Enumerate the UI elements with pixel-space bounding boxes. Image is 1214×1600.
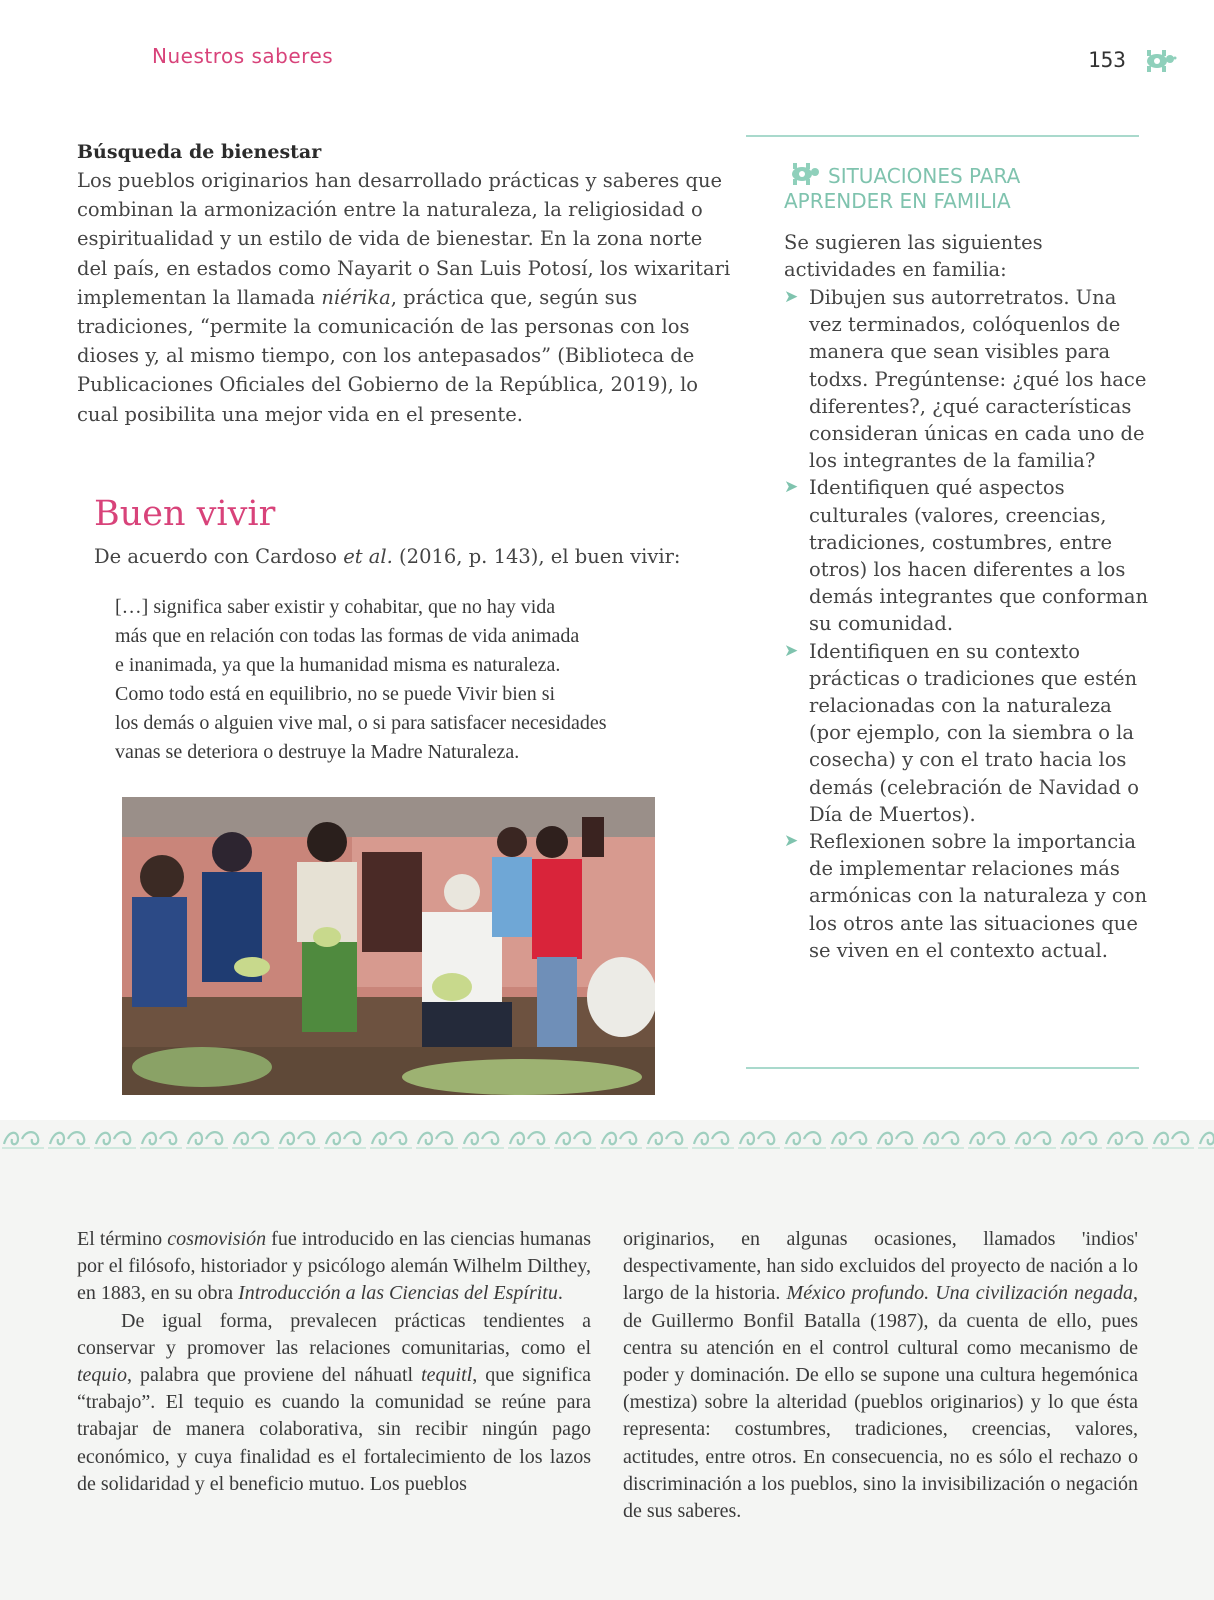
quote-line: más que en relación con todas las formas de vida animada xyxy=(115,625,580,647)
list-item xyxy=(784,284,1154,474)
footnote-paragraph xyxy=(77,1308,591,1498)
intro-text: De acuerdo con Cardoso xyxy=(94,545,344,568)
quote-line: vanas se deteriora o destruye la Madre Naturaleza. xyxy=(115,741,520,763)
section-heading: Búsqueda de bienestar xyxy=(77,141,322,163)
italic-term: niérika xyxy=(321,285,391,309)
quote-line: e inanimada, ya que la humanidad misma es naturaleza. xyxy=(115,654,561,676)
text: , de Guillermo Bonfil Batalla (1987), da cuenta de ello, pues centra su atención en el control cultural como mecanismo de poder y dominación. De ello se supone una cultura hegemónica (mestiza) sobre la alteridad (pueblos originarios) y lo que ésta representa: costumbres, tradiciones, creencias, valores, actitudes, entre otros. En consecuencia, no es sólo el rechazo o discriminación a los pueblos, sino la invisibilización o negación de sus saberes. xyxy=(623,1282,1138,1523)
quote-line: […] significa saber existir y cohabitar, que no hay vida xyxy=(115,596,556,618)
italic-term: tequio xyxy=(77,1364,127,1387)
bienestar-paragraph xyxy=(77,166,737,429)
list-item-text: Identifiquen qué aspectos culturales (valores, creencias, tradiciones, costumbres, entre otros) los hacen diferentes a los demás integrantes que conforman su comunidad. xyxy=(809,476,1149,636)
turtle-icon xyxy=(1137,46,1177,76)
quote-line: Como todo está en equilibrio, no se puede Vivir bien si xyxy=(115,683,556,705)
sidebar-bottom-rule xyxy=(746,1067,1139,1069)
footnote-paragraph xyxy=(77,1226,591,1308)
list-item xyxy=(784,828,1154,964)
sidebar-intro: Se sugieren las siguientes actividades en familia: xyxy=(784,231,1043,281)
sidebar-title-line: SITUACIONES PARA xyxy=(828,164,1021,188)
footnote-column-right xyxy=(623,1226,1138,1525)
chevron-right-icon: ➤ xyxy=(784,287,799,307)
family-husking-corn-photo xyxy=(122,797,655,1095)
chevron-right-icon: ➤ xyxy=(784,640,799,661)
italic-term: tequitl xyxy=(421,1364,473,1387)
list-item-text: Identifiquen en su contexto prácticas o tradiciones que estén relacionadas con la naturaleza (por ejemplo, con la siembra o la cosecha) y con el trato hacia los demás (celebración de Navidad o Día de Muertos). xyxy=(809,639,1139,826)
text: , palabra que proviene del náhuatl xyxy=(127,1364,422,1387)
italic-term: cosmovisión xyxy=(167,1228,267,1250)
chevron-right-icon: ➤ xyxy=(784,477,799,498)
list-item-text: Dibujen sus autorretratos. Una vez terminados, colóquenlos de manera que sean visibles para todxs. Pregúntense: ¿qué los hace diferentes?, ¿qué características consideran únicas en cada uno de los integrantes de la familia? xyxy=(809,286,1147,473)
text: De igual forma, prevalecen prácticas tendientes a conservar y promover las relaciones comunitarias, como el xyxy=(77,1309,591,1359)
bienestar-section xyxy=(77,138,737,429)
sidebar-title-line: APRENDER EN FAMILIA xyxy=(784,189,1011,213)
list-item xyxy=(784,638,1154,828)
page-number: 153 xyxy=(1088,48,1126,72)
sidebar-top-rule xyxy=(746,135,1139,137)
list-item-text: Reflexionen sobre la importancia de implementar relaciones más armónicas con la naturaleza y con los otros ante las situaciones que se viven en el contexto actual. xyxy=(809,830,1148,962)
buen-vivir-intro xyxy=(94,545,681,568)
block-quote xyxy=(115,593,705,767)
intro-italic: et al. xyxy=(343,545,393,568)
buen-vivir-title: Buen vivir xyxy=(94,494,276,534)
intro-text: (2016, p. 143), el buen vivir: xyxy=(392,545,681,568)
italic-title: México profundo. Una civilización negada xyxy=(786,1282,1133,1305)
section-title: Nuestros saberes xyxy=(152,44,334,68)
quote-line: los demás o alguien vive mal, o si para satisfacer necesidades xyxy=(115,712,607,734)
chevron-right-icon: ➤ xyxy=(784,831,799,852)
footnote-paragraph xyxy=(623,1226,1138,1525)
paragraph-text: , práctica que, según sus tradiciones, “permite la comunicación de las personas con los dioses y, al mismo tiempo, con los antepasados” (Biblioteca de Publicaciones Oficiales del Gobierno de la República, 2019), lo cual posibilita una mejor vida en el presente. xyxy=(77,285,699,426)
text: El término xyxy=(77,1228,168,1250)
sidebar-title xyxy=(784,164,1144,214)
list-item xyxy=(784,474,1154,637)
text: , que significa “trabajo”. El tequio es cuando la comunidad se reúne para trabajar de manera colaborativa, sin recibir ningún pago económico, y cuya finalidad es el fortalecimiento de los lazos de solidaridad y el beneficio mutuo. Los pueblos xyxy=(77,1364,591,1495)
activity-list xyxy=(784,284,1154,964)
text: fue introducido en las ciencias humanas por el filósofo, historiador y psicólogo alemán Wilhelm Dilthey, en 1883, en su obra xyxy=(77,1228,591,1305)
footnote-column-left xyxy=(77,1226,591,1498)
italic-title: Introducción a las Ciencias del Espíritu xyxy=(238,1282,558,1305)
paragraph-text: Los pueblos originarios han desarrollado prácticas y saberes que combinan la armonización entre la naturaleza, la religiosidad o espiritualidad y un estilo de vida de bienestar. En la zona norte del país, en estados como Nayarit o San Luis Potosí, los wixaritari implementan la llamada xyxy=(77,169,731,309)
text: . xyxy=(557,1282,563,1305)
text: originarios, en algunas ocasiones, llamados 'indios' despectivamente, han sido excluidos del proyecto de nación a lo largo de la historia. xyxy=(623,1228,1138,1305)
decorative-wave-border xyxy=(0,1124,1214,1154)
